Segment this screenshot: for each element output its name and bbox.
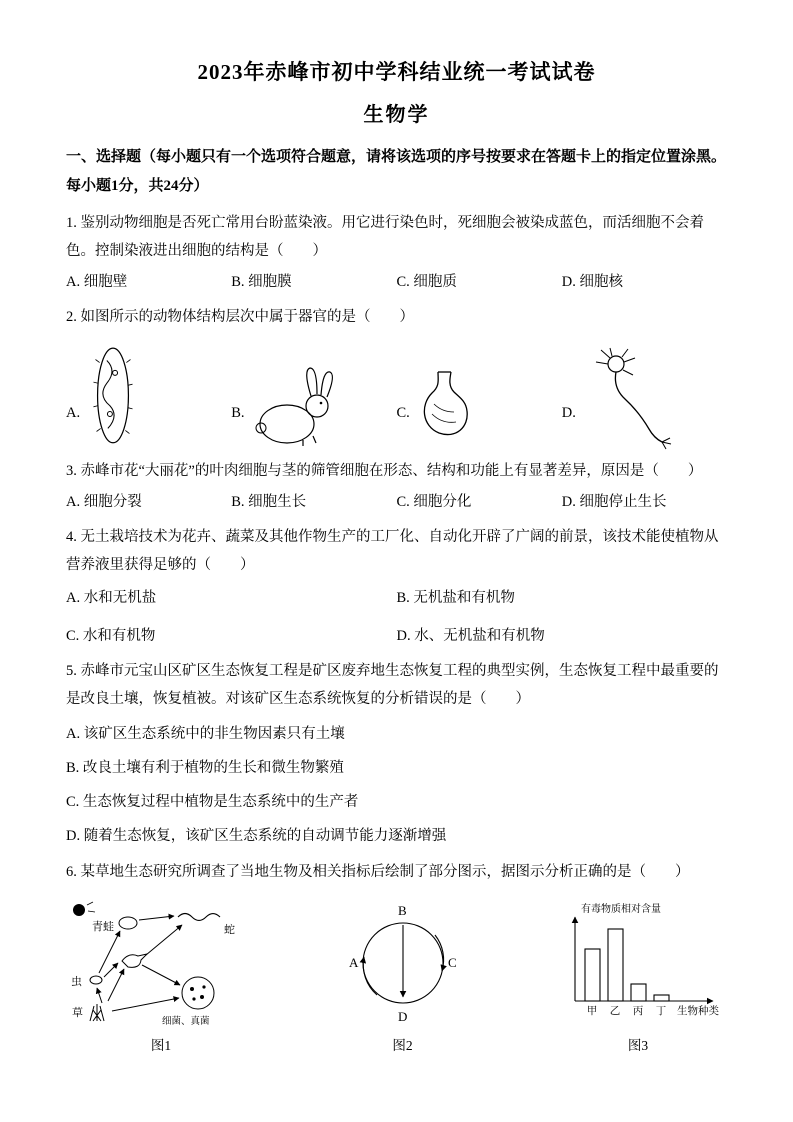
figure-2-caption: 图2 xyxy=(392,1038,413,1054)
question-3-options xyxy=(66,488,727,516)
question-3 xyxy=(66,457,727,517)
figure-3-caption: 图3 xyxy=(627,1038,649,1054)
option-d: D. 细胞核 xyxy=(561,274,623,291)
snake-label: 蛇 xyxy=(224,924,235,937)
option-b: B. 无机盐和有机物 xyxy=(396,589,515,606)
category-1: 甲 xyxy=(586,1006,598,1018)
letter-d: D xyxy=(397,1009,407,1025)
option-b: B. 细胞膜 xyxy=(231,274,292,291)
insect-icon xyxy=(90,976,102,984)
category-4: 丁 xyxy=(655,1006,667,1018)
fig3-bar xyxy=(585,949,600,1001)
option-a: A. 细胞壁 xyxy=(66,274,128,291)
option-b: B. 细胞生长 xyxy=(231,493,307,510)
option-c: C. 细胞分化 xyxy=(396,493,472,510)
option-b xyxy=(231,342,396,450)
option-c-label: C. xyxy=(396,404,410,421)
option-a: A. 水和无机盐 xyxy=(66,589,157,606)
option-a: A. 该矿区生态系统中的非生物因素只有土壤 xyxy=(66,725,345,742)
option-d: D. 细胞停止生长 xyxy=(561,493,667,510)
paramecium-image xyxy=(86,342,140,450)
option-a: A. 细胞分裂 xyxy=(66,493,142,510)
decomposers-label: 细菌、真菌 xyxy=(162,1017,210,1028)
question-1-stem: 1. 鉴别动物细胞是否死亡常用台盼蓝染液。用它进行染色时，死细胞会被染成蓝色，而活细胞不会着色。控制染液进出细胞的结构是（ ） xyxy=(66,214,704,259)
snake-icon xyxy=(178,914,220,921)
question-2-image-options xyxy=(66,342,727,450)
option-d: D. 水、无机盐和有机物 xyxy=(396,627,545,644)
question-4-stem: 4. 无土栽培技术为花卉、蔬菜及其他作物生产的工厂化、自动化开辟了广阔的前景，该技术能使植物从营养液里获得足够的（ ） xyxy=(66,529,719,574)
option-d-label: D. xyxy=(561,404,576,421)
letter-a: A xyxy=(348,955,358,971)
question-1-options xyxy=(66,268,727,296)
toxin-bar-chart xyxy=(549,898,727,1028)
figure-1 xyxy=(66,898,256,1054)
neuron-image xyxy=(582,346,676,450)
option-a-label: A. xyxy=(66,404,81,421)
frog-icon xyxy=(119,917,137,929)
category-2: 乙 xyxy=(609,1006,621,1018)
option-a xyxy=(66,342,231,450)
question-4-options xyxy=(66,584,727,651)
insect-label: 虫 xyxy=(71,976,82,989)
section-heading: 一、选择题（每小题只有一个选项符合题意，请将该选项的序号按要求在答题卡上的指定位置涂黑。每小题1分，共24分） xyxy=(66,149,727,195)
decomposers-icon xyxy=(182,977,214,1009)
fig3-bar xyxy=(631,984,646,1001)
grass-label: 草 xyxy=(72,1007,83,1020)
exam-title: 2023年赤峰市初中学科结业统一考试试卷 xyxy=(197,60,596,84)
question-2-stem: 2. 如图所示的动物体结构层次中属于器官的是（ ） xyxy=(66,309,414,326)
option-c: C. 生态恢复过程中植物是生态系统中的生产者 xyxy=(66,794,359,811)
frog-label: 青蛙 xyxy=(92,921,114,934)
question-6 xyxy=(66,858,727,1054)
sun-icon xyxy=(73,904,85,916)
option-c: C. 细胞质 xyxy=(396,274,457,291)
exam-subject: 生物学 xyxy=(363,104,430,126)
question-2 xyxy=(66,303,727,449)
option-d: D. 随着生态恢复，该矿区生态系统的自动调节能力逐渐增强 xyxy=(66,828,447,845)
stomach-image xyxy=(416,366,478,450)
question-6-figures xyxy=(66,898,727,1054)
rabbit-image xyxy=(251,366,343,450)
option-c xyxy=(397,342,562,450)
fig3-bar xyxy=(654,995,669,1001)
question-5-stem: 5. 赤峰市元宝山区矿区生态恢复工程是矿区废弃地生态恢复工程的典型实例，生态恢复工程中最重要的是改良土壤，恢复植被。对该矿区生态系统恢复的分析错误的是（ ） xyxy=(66,663,719,708)
question-4 xyxy=(66,523,727,650)
fig3-bar xyxy=(608,929,623,1001)
question-5 xyxy=(66,657,727,851)
letter-c: C xyxy=(447,955,457,971)
figure-1-caption: 图1 xyxy=(150,1038,172,1054)
letter-b: B xyxy=(397,903,407,919)
question-1 xyxy=(66,209,727,297)
cycle-diagram xyxy=(347,898,459,1028)
option-d xyxy=(562,342,727,450)
question-6-stem: 6. 某草地生态研究所调查了当地生物及相关指标后绘制了部分图示，据图示分析正确的是（ ） xyxy=(66,863,690,880)
figure-3 xyxy=(549,898,727,1054)
food-web-diagram xyxy=(66,898,256,1028)
option-b-label: B. xyxy=(231,404,245,421)
grass-icon xyxy=(90,1004,104,1021)
option-b: B. 改良土壤有利于植物的生长和微生物繁殖 xyxy=(66,759,344,776)
category-3: 丙 xyxy=(632,1006,644,1018)
figure-2 xyxy=(347,898,459,1054)
option-c: C. 水和有机物 xyxy=(66,627,156,644)
x-axis-label: 生物种类 xyxy=(677,1006,719,1018)
question-3-stem: 3. 赤峰市花“大丽花”的叶肉细胞与茎的筛管细胞在形态、结构和功能上有显著差异，原因是（ ） xyxy=(66,462,703,479)
chart-title: 有毒物质相对含量 xyxy=(581,904,661,916)
